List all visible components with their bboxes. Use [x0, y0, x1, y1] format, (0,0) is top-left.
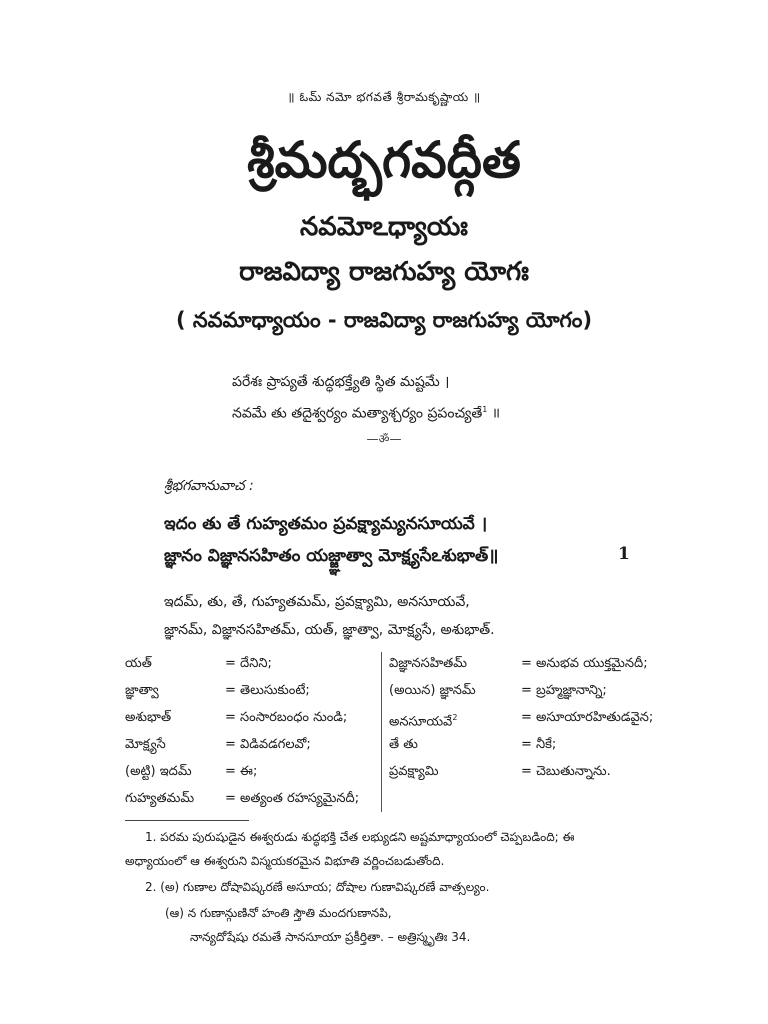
glossary-term: మోక్ష్యసే — [125, 737, 166, 752]
invocation: ॥ ఓమ్ నమో భగవతే శ్రీరామకృష్ణాయ ॥ — [287, 90, 481, 104]
verse-number: 1 — [618, 544, 630, 564]
footnote-2: 2. (అ) గుణాల దోషావిష్కరణే అసూయ; దోషాల గుణావిష్కరణే వాత్సల్యం. — [145, 880, 490, 894]
ornament-divider: —ॐ— — [366, 432, 402, 446]
summary-verse-end: ॥ — [487, 405, 501, 422]
glossary-meaning: = సంసారబంధం నుండి; — [225, 710, 348, 725]
glossary-meaning: = నీకే; — [521, 737, 557, 752]
glossary-row — [389, 650, 654, 677]
footnote-1-line-1: 1. పరమ పురుషుడైన ఈశ్వరుడు శుద్ధభక్తి చేత లభ్యుడని అష్టమాధ్యాయంలో చెప్పబడింది; ఈ — [145, 830, 575, 844]
glossary-row — [125, 704, 377, 731]
glossary-meaning: = అసూయారహితుడవైన; — [521, 710, 654, 725]
verse-line-1: ఇదం తు తే గుహ్యతమం ప్రవక్ష్యామ్యనసూయవే । — [164, 514, 488, 534]
glossary-term-text: అనసూయవే — [389, 714, 453, 730]
speaker-label: శ్రీభగవానువాచ : — [164, 478, 254, 494]
summary-verse-line-1: పరేశః ప్రాప్యతే శుద్ధభక్త్యేతి స్థిత మష్టమే । — [232, 374, 450, 390]
chapter-title-sanskrit: నవమోఽధ్యాయః — [299, 212, 468, 242]
summary-verse-line-2-text: నవమే తు తదైశ్వర్యం మత్యాశ్చర్యం ప్రపంచ్యతే — [232, 405, 483, 422]
glossary-meaning: = ఈ; — [225, 764, 258, 779]
glossary-term: విజ్ఞానసహితమ్ — [389, 656, 467, 671]
word-split-line-2: జ్ఞానమ్, విజ్ఞానసహితమ్, యత్, జ్ఞాత్వా, మోక్ష్యసే, అశుభాత్. — [164, 622, 495, 638]
verse-line-2: జ్ఞానం విజ్ఞానసహితం యజ్జ్ఞాత్వా మోక్ష్యసేఽశుభాత్॥ — [164, 546, 499, 566]
glossary-term: (అయిన) జ్ఞానమ్ — [389, 683, 476, 698]
glossary-row — [125, 650, 377, 677]
glossary-row — [389, 758, 654, 785]
page-title: శ్రీమద్భగవద్గీత — [247, 131, 521, 189]
glossary-row — [125, 677, 377, 704]
glossary-left-column — [125, 650, 377, 812]
glossary-term: ప్రవక్ష్యామి — [389, 764, 439, 779]
glossary-row — [389, 677, 654, 704]
summary-verse-line-2 — [232, 400, 500, 424]
footnote-1-line-2: అధ్యాయంలో ఆ ఈశ్వరుని విస్మయకరమైన విభూతి వర్ణించబడుతోంది. — [125, 854, 445, 868]
chapter-title-telugu: ( నవమాధ్యాయం - రాజవిద్యా రాజగుహ్య యోగం) — [175, 308, 593, 332]
glossary-column-divider — [381, 652, 382, 812]
glossary-meaning: = చెబుతున్నాను. — [521, 764, 611, 779]
glossary-row — [389, 731, 654, 758]
word-split-line-1: ఇదమ్, తు, తే, గుహ్యతమమ్, ప్రవక్ష్యామి, అనసూయవే, — [164, 594, 470, 610]
glossary-term: గుహ్యతమమ్ — [125, 791, 195, 806]
glossary-row — [389, 704, 654, 731]
footnote-2b-line-2: నాన్యదోషేషు రమతే సానసూయా ప్రకీర్తితా. – అత్రిస్మృతిః 34. — [190, 930, 471, 944]
footnote-separator — [125, 820, 249, 821]
glossary-meaning: = బ్రహ్మజ్ఞానాన్ని; — [521, 683, 607, 698]
footnote-marker-2: 2 — [452, 713, 458, 722]
glossary-term: తే తు — [389, 737, 418, 752]
glossary-row — [125, 758, 377, 785]
glossary-row — [125, 731, 377, 758]
glossary-term: అశుభాత్ — [125, 710, 172, 725]
glossary-meaning: = తెలుసుకుంటే; — [225, 683, 310, 698]
glossary-meaning: = అత్యంత రహస్యమైనదీ; — [225, 791, 360, 806]
glossary-meaning: = విడివడగలవో; — [225, 737, 311, 752]
glossary-term: (అట్టి) ఇదమ్ — [125, 764, 192, 779]
footnote-marker-1: 1 — [482, 405, 488, 414]
glossary-row — [125, 785, 377, 812]
chapter-subtitle-sanskrit: రాజవిద్యా రాజగుహ్య యోగః — [239, 257, 529, 287]
glossary-right-column — [389, 650, 654, 785]
glossary-term: జ్ఞాత్వా — [125, 683, 159, 698]
footnote-2b-line-1: (ఆ) న గుణాన్గుణినో హంతి స్తౌతి మందగుణానపి, — [165, 906, 392, 920]
glossary-term: యత్ — [125, 656, 152, 671]
glossary-meaning: = దేనిని; — [225, 656, 272, 671]
glossary-meaning: = అనుభవ యుక్తమైనదీ; — [521, 656, 648, 671]
